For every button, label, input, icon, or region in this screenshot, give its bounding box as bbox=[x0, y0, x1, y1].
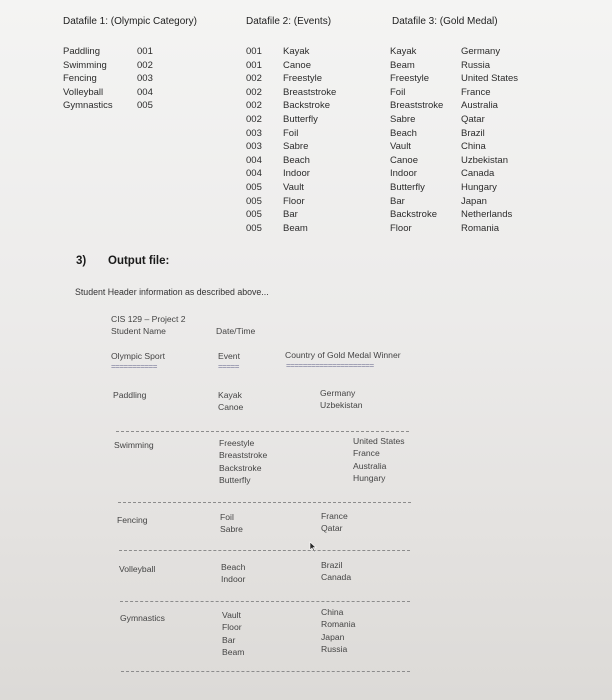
event-code: 002 bbox=[246, 86, 262, 98]
medal-event: Butterfly bbox=[390, 181, 425, 193]
datafile1-codes bbox=[137, 45, 153, 113]
event-code: 002 bbox=[246, 73, 262, 85]
row-country: Brazil bbox=[321, 560, 343, 570]
row-events bbox=[218, 389, 243, 414]
event-name: Beach bbox=[283, 154, 310, 166]
row-countries bbox=[320, 387, 363, 412]
row-event: Kayak bbox=[218, 390, 242, 400]
medal-event: Backstroke bbox=[390, 209, 437, 221]
output-course: CIS 129 – Project 2 bbox=[111, 314, 186, 324]
medal-country: Romania bbox=[461, 222, 500, 234]
row-divider bbox=[120, 601, 410, 602]
medal-country: United States bbox=[461, 73, 519, 85]
datafile2-codes bbox=[246, 45, 262, 235]
event-code: 003 bbox=[246, 141, 262, 153]
datafile3-countries bbox=[461, 45, 518, 235]
row-events bbox=[222, 609, 244, 659]
event-name: Breaststroke bbox=[283, 86, 337, 98]
row-event: Breaststroke bbox=[219, 450, 268, 461]
event-name: Floor bbox=[283, 195, 305, 207]
datafile1-title: Datafile 1: (Olympic Category) bbox=[63, 16, 197, 27]
row-event: Backstroke bbox=[219, 462, 262, 473]
event-name: Kayak bbox=[283, 46, 310, 57]
row-divider bbox=[119, 550, 410, 551]
category-code: 003 bbox=[137, 73, 153, 85]
event-name: Bar bbox=[283, 209, 298, 221]
row-event: Foil bbox=[220, 512, 234, 522]
event-code: 003 bbox=[246, 127, 262, 139]
row-country: Germany bbox=[320, 388, 356, 398]
medal-event: Foil bbox=[390, 86, 406, 98]
row-countries bbox=[321, 559, 351, 584]
row-event: Freestyle bbox=[219, 438, 255, 448]
event-code: 005 bbox=[246, 195, 262, 207]
event-code: 001 bbox=[246, 46, 262, 57]
medal-country: Japan bbox=[461, 195, 487, 207]
section-note: Student Header information as described above... bbox=[75, 287, 269, 297]
output-student: Student Name bbox=[111, 326, 166, 336]
medal-event: Freestyle bbox=[390, 73, 430, 85]
medal-country: Germany bbox=[461, 46, 501, 57]
col-header-country: Country of Gold Medal Winner bbox=[285, 350, 401, 360]
medal-event: Beach bbox=[390, 127, 417, 139]
row-country: Uzbekistan bbox=[320, 400, 363, 411]
row-event: Bar bbox=[222, 634, 236, 645]
datafile2-events bbox=[283, 45, 336, 235]
medal-country: Russia bbox=[461, 59, 491, 71]
medal-country: Brazil bbox=[461, 127, 485, 139]
row-events bbox=[219, 437, 267, 487]
col-header-sport: Olympic Sport bbox=[111, 351, 165, 361]
underline-sport: =========== bbox=[111, 362, 157, 371]
row-event: Indoor bbox=[221, 574, 246, 585]
row-country: Japan bbox=[321, 631, 345, 642]
event-name: Indoor bbox=[283, 168, 310, 180]
mouse-pointer-icon bbox=[309, 541, 319, 553]
event-name: Beam bbox=[283, 222, 308, 234]
underline-event: ===== bbox=[218, 362, 239, 371]
medal-event: Beam bbox=[390, 59, 415, 71]
row-country: United States bbox=[353, 436, 405, 446]
medal-event: Kayak bbox=[390, 46, 417, 57]
row-country: France bbox=[321, 511, 348, 521]
category-code: 001 bbox=[137, 46, 153, 57]
col-header-event: Event bbox=[218, 351, 240, 361]
event-code: 002 bbox=[246, 113, 262, 125]
event-code: 005 bbox=[246, 209, 262, 221]
row-countries bbox=[321, 510, 348, 535]
row-country: Qatar bbox=[321, 523, 343, 534]
datafile3-title: Datafile 3: (Gold Medal) bbox=[392, 16, 498, 27]
category-name: Paddling bbox=[63, 46, 100, 57]
event-name: Butterfly bbox=[283, 113, 318, 125]
output-datetime: Date/Time bbox=[216, 326, 256, 336]
medal-event: Indoor bbox=[390, 168, 417, 180]
row-sport: Fencing bbox=[117, 515, 148, 525]
datafile3-events bbox=[390, 45, 443, 235]
event-name: Sabre bbox=[283, 141, 309, 153]
event-name: Foil bbox=[283, 127, 299, 139]
row-event: Sabre bbox=[220, 524, 243, 535]
medal-event: Floor bbox=[390, 222, 412, 234]
event-name: Backstroke bbox=[283, 100, 330, 112]
row-event: Butterfly bbox=[219, 475, 251, 486]
section-title: Output file: bbox=[108, 255, 170, 267]
row-event: Canoe bbox=[218, 402, 244, 413]
event-code: 004 bbox=[246, 168, 262, 180]
medal-country: Australia bbox=[461, 100, 498, 112]
row-divider bbox=[116, 431, 409, 432]
row-country: Hungary bbox=[353, 473, 386, 484]
category-name: Volleyball bbox=[63, 86, 104, 98]
medal-event: Breaststroke bbox=[390, 100, 444, 112]
medal-country: Hungary bbox=[461, 181, 497, 193]
row-country: Russia bbox=[321, 644, 348, 655]
medal-country: Qatar bbox=[461, 113, 485, 125]
row-sport: Swimming bbox=[114, 440, 154, 450]
medal-country: Netherlands bbox=[461, 209, 513, 221]
event-name: Vault bbox=[283, 181, 304, 193]
datafile2-title: Datafile 2: (Events) bbox=[246, 16, 332, 27]
section-number: 3) bbox=[76, 255, 87, 267]
row-country: France bbox=[353, 448, 380, 459]
medal-country: Uzbekistan bbox=[461, 154, 508, 166]
medal-country: China bbox=[461, 141, 486, 153]
row-sport: Paddling bbox=[113, 390, 147, 400]
row-sport: Gymnastics bbox=[120, 613, 165, 623]
row-countries bbox=[353, 435, 405, 485]
row-event: Beach bbox=[221, 562, 246, 572]
medal-country: France bbox=[461, 86, 491, 98]
underline-country: ===================== bbox=[286, 361, 374, 370]
row-country: China bbox=[321, 607, 344, 617]
event-name: Canoe bbox=[283, 59, 311, 71]
medal-event: Bar bbox=[390, 195, 405, 207]
event-name: Freestyle bbox=[283, 73, 323, 85]
category-code: 002 bbox=[137, 59, 153, 71]
medal-country: Canada bbox=[461, 168, 495, 180]
row-divider bbox=[118, 502, 411, 503]
row-event: Floor bbox=[222, 622, 242, 633]
event-code: 005 bbox=[246, 222, 262, 234]
row-sport: Volleyball bbox=[119, 564, 156, 574]
row-country: Australia bbox=[353, 460, 387, 471]
event-code: 004 bbox=[246, 154, 262, 166]
row-country: Canada bbox=[321, 572, 352, 583]
event-code: 002 bbox=[246, 100, 262, 112]
event-code: 005 bbox=[246, 181, 262, 193]
row-divider bbox=[121, 671, 410, 672]
category-code: 005 bbox=[137, 100, 153, 112]
medal-event: Vault bbox=[390, 141, 411, 153]
row-countries bbox=[321, 606, 355, 656]
category-name: Swimming bbox=[63, 59, 107, 71]
row-events bbox=[221, 561, 245, 586]
datafile1-names bbox=[63, 45, 113, 113]
row-country: Romania bbox=[321, 619, 356, 630]
category-name: Fencing bbox=[63, 73, 97, 85]
category-name: Gymnastics bbox=[63, 100, 113, 112]
medal-event: Sabre bbox=[390, 113, 416, 125]
event-code: 001 bbox=[246, 59, 262, 71]
medal-event: Canoe bbox=[390, 154, 418, 166]
row-event: Beam bbox=[222, 647, 245, 658]
row-event: Vault bbox=[222, 610, 241, 620]
category-code: 004 bbox=[137, 86, 153, 98]
row-events bbox=[220, 511, 243, 536]
